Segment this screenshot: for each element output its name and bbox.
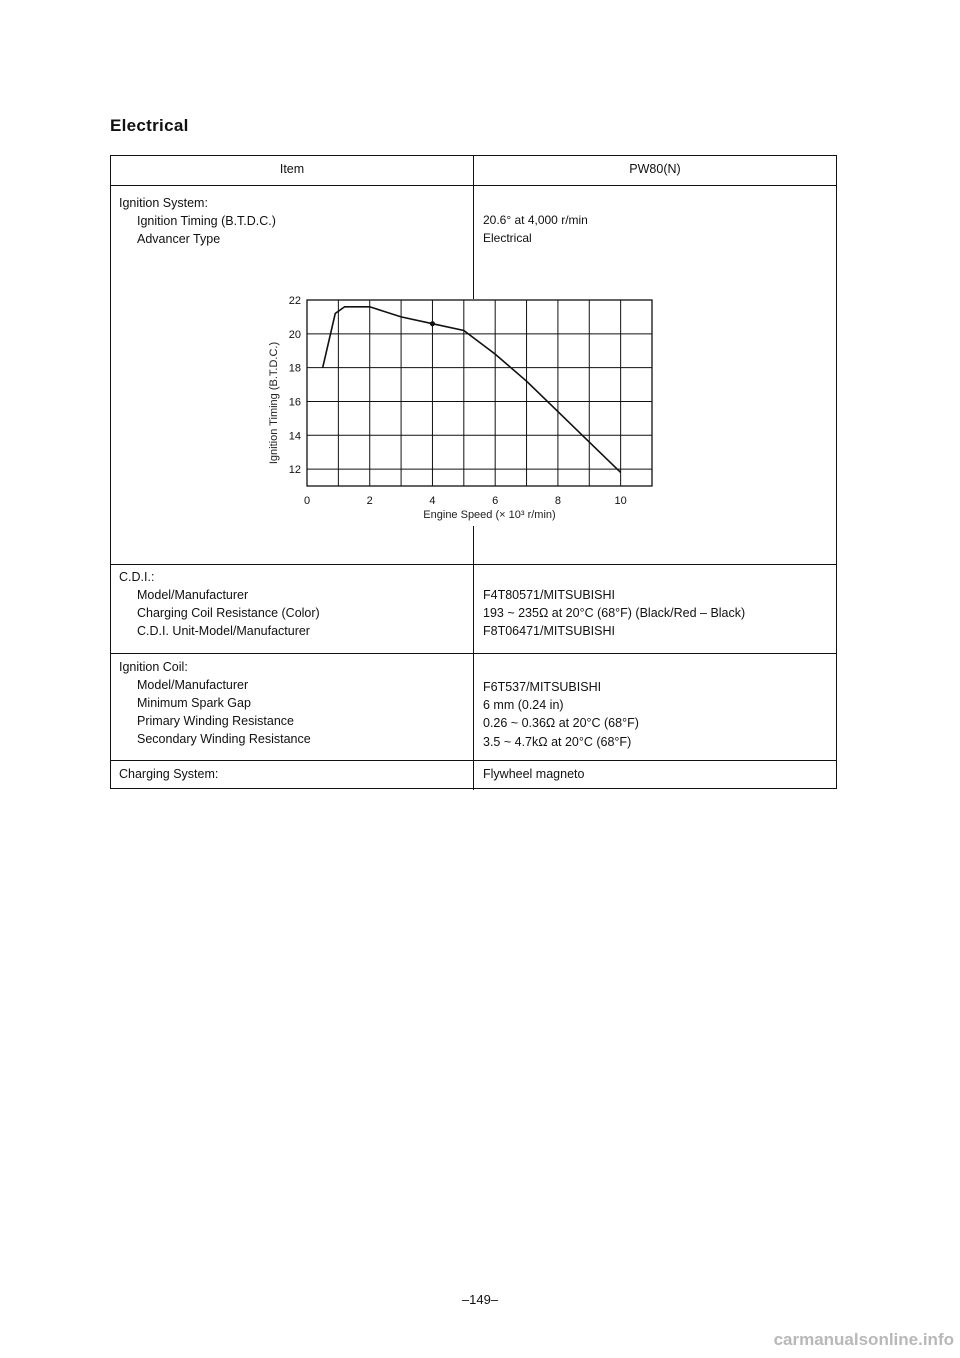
x-tick-label: 4 xyxy=(429,495,436,507)
charging-coil-resistance-label: Charging Coil Resistance (Color) xyxy=(137,606,320,620)
charging-system-value: Flywheel magneto xyxy=(483,767,585,781)
primary-winding-value: 0.26 ~ 0.36Ω at 20°C (68°F) xyxy=(483,716,639,730)
charging-system-label: Charging System: xyxy=(119,767,219,781)
ignition-system-heading: Ignition System: xyxy=(119,196,208,210)
cdi-model-value: F4T80571/MITSUBISHI xyxy=(483,588,615,602)
charging-divider xyxy=(111,760,836,761)
secondary-winding-label: Secondary Winding Resistance xyxy=(137,732,311,746)
cdi-unit-model-label: C.D.I. Unit-Model/Manufacturer xyxy=(137,624,310,638)
ignition-coil-divider xyxy=(111,653,836,654)
chart-y-axis-label: Ignition Timing (B.T.D.C.) xyxy=(268,341,280,465)
cdi-divider xyxy=(111,564,836,565)
primary-winding-label: Primary Winding Resistance xyxy=(137,714,294,728)
y-tick-label: 20 xyxy=(288,328,301,341)
spark-gap-label: Minimum Spark Gap xyxy=(137,696,251,710)
coil-model-value: F6T537/MITSUBISHI xyxy=(483,680,602,694)
ignition-timing-value: 20.6° at 4,000 r/min xyxy=(483,213,588,227)
cdi-unit-model-value: F8T06471/MITSUBISHI xyxy=(483,624,615,638)
chart-grid xyxy=(307,300,652,486)
ignition-timing-chart xyxy=(111,156,838,566)
cdi-model-label: Model/Manufacturer xyxy=(137,588,249,602)
coil-model-label: Model/Manufacturer xyxy=(137,678,249,692)
y-tick-label: 18 xyxy=(288,362,301,375)
x-tick-label: 8 xyxy=(554,495,561,507)
x-tick-label: 6 xyxy=(492,495,499,507)
timing-curve xyxy=(323,307,621,473)
section-title: Electrical xyxy=(110,116,189,135)
x-tick-label: 2 xyxy=(366,495,373,507)
chart-x-axis-label: Engine Speed (× 10³ r/min) xyxy=(423,509,556,521)
x-tick-label: 0 xyxy=(303,495,311,507)
charging-coil-resistance-value: 193 ~ 235Ω at 20°C (68°F) (Black/Red – Black) xyxy=(483,606,746,620)
y-tick-label: 16 xyxy=(288,396,301,409)
watermark-text: carmanualsonline.info xyxy=(773,1330,954,1349)
header-model: PW80(N) xyxy=(629,162,681,176)
ignition-timing-label: Ignition Timing (B.T.D.C.) xyxy=(137,214,276,228)
chart-frame xyxy=(307,300,652,486)
x-tick-labels xyxy=(304,495,627,507)
y-tick-labels xyxy=(289,295,301,476)
advancer-type-value: Electrical xyxy=(483,231,532,245)
cdi-heading: C.D.I.: xyxy=(119,570,155,584)
spark-gap-value: 6 mm (0.24 in) xyxy=(483,698,564,712)
ignition-coil-heading: Ignition Coil: xyxy=(119,660,188,674)
advancer-type-label: Advancer Type xyxy=(137,232,221,246)
header-item: Item xyxy=(279,162,305,176)
x-tick-label: 10 xyxy=(614,495,627,507)
secondary-winding-value: 3.5 ~ 4.7kΩ at 20°C (68°F) xyxy=(483,735,632,749)
y-tick-label: 12 xyxy=(288,464,301,477)
y-tick-label: 14 xyxy=(288,430,301,443)
timing-marker-point xyxy=(430,321,435,326)
electrical-spec-table xyxy=(110,155,837,789)
y-tick-label: 22 xyxy=(288,295,301,307)
page-number: –149– xyxy=(461,1292,499,1307)
